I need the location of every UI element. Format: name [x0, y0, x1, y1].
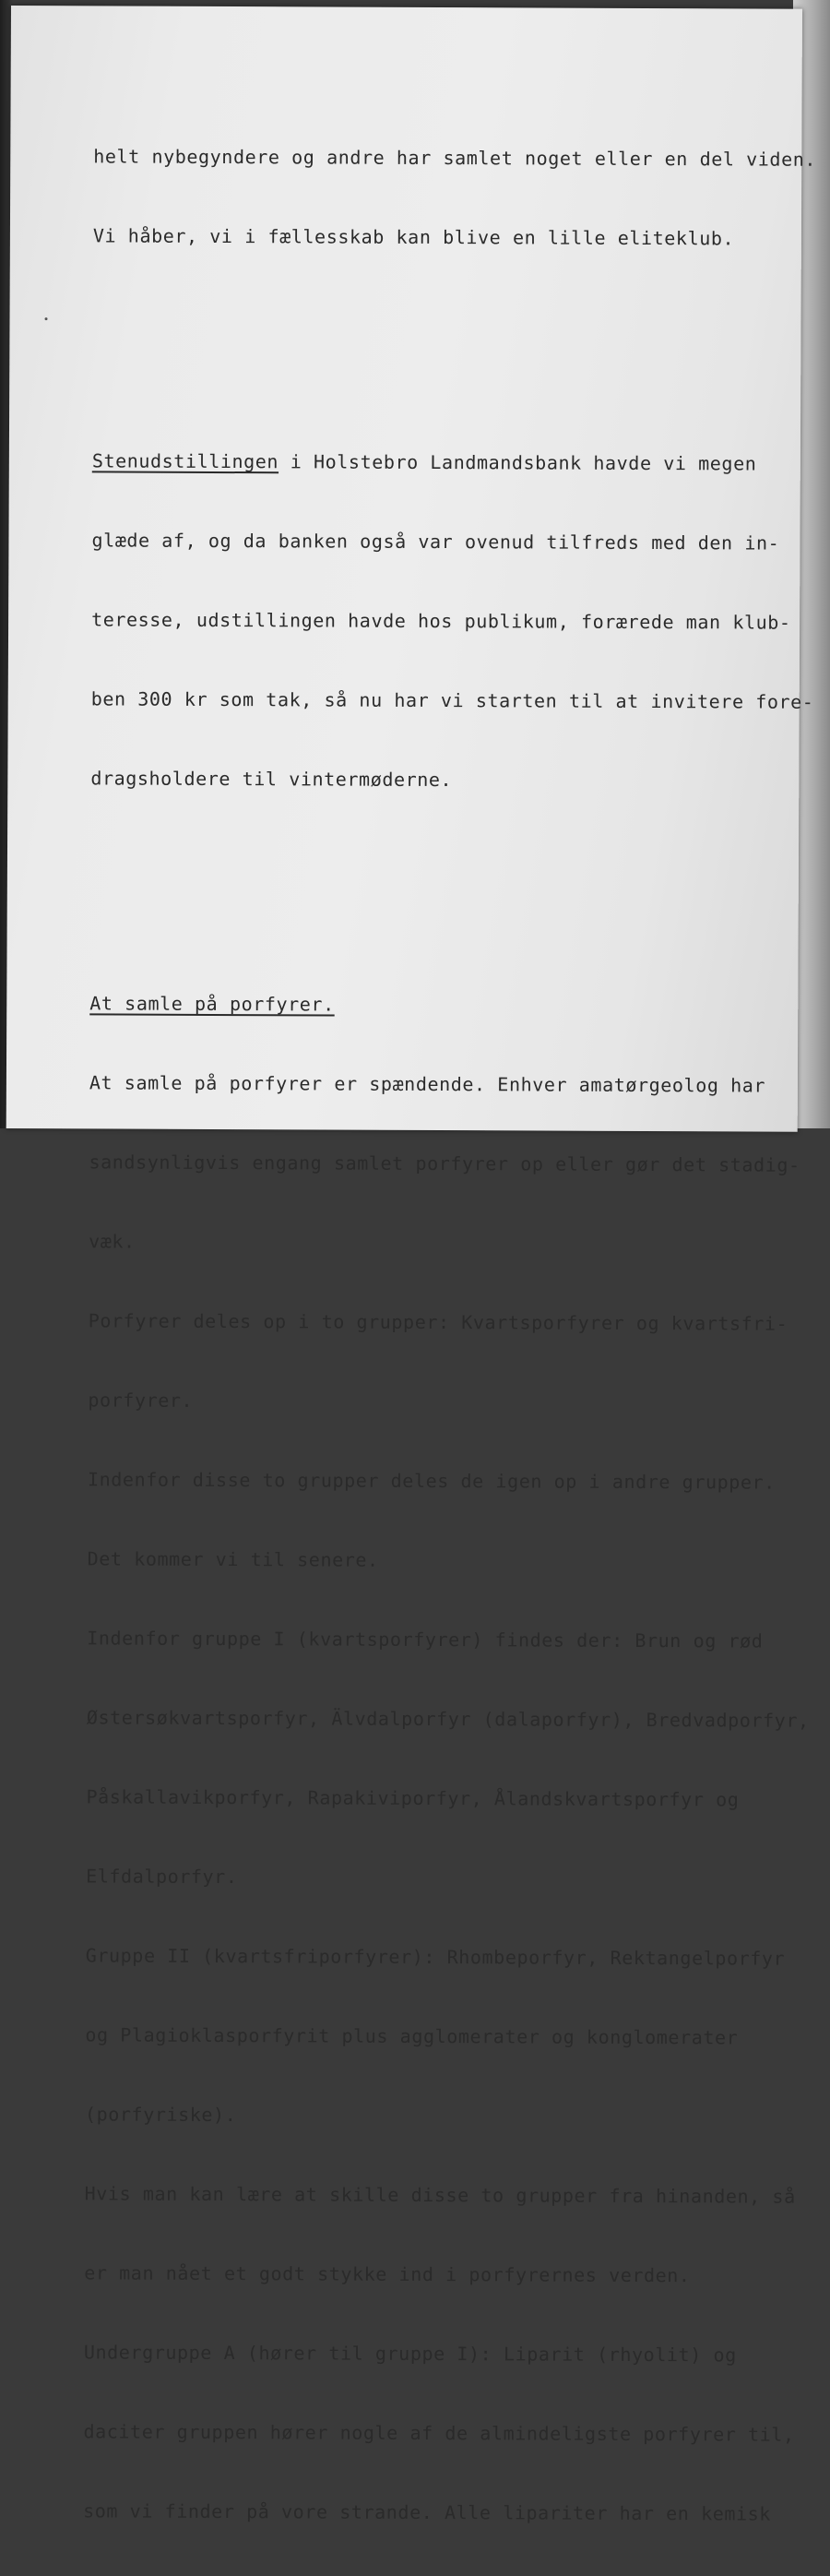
text-line: er man nået et godt stykke ind i porfyrernes verden. — [84, 2261, 691, 2287]
text-line: teresse, udstillingen havde hos publikum, forærede man klub- — [91, 608, 791, 634]
text-line: som vi finder på vore strande. Alle lipariter har en kemisk — [83, 2499, 772, 2525]
section-heading-stenudstillingen: Stenudstillingen — [91, 449, 279, 473]
blank-line — [90, 862, 810, 900]
text-line: væk. — [89, 1230, 136, 1253]
text-line: Hvis man kan lære at skille disse to grupper fra hinanden, så — [84, 2182, 796, 2208]
text-line: Gruppe II (kvartsfriporfyrer): Rhombeporfyr, Rektangelporfyr — [85, 1944, 786, 1970]
text-line: Det kommer vi til senere. — [87, 1547, 379, 1571]
text-line: Indenfor disse to grupper deles de igen op i andre grupper. — [87, 1468, 776, 1494]
typewritten-page — [6, 6, 817, 2525]
text-line-rest: i Holstebro Landmandsbank havde vi megen — [279, 450, 757, 475]
text-line: sandsynligvis engang samlet porfyrer op eller gør det stadig- — [89, 1151, 800, 1176]
text-line — [89, 985, 809, 1023]
text-line: daciter gruppen hører nogle af de almindeligste porfyrer til, — [83, 2420, 795, 2446]
text-line: Påskallavikporfyr, Rapakiviporfyr, Ålandskvartsporfyr og — [86, 1785, 740, 1811]
paper-speck — [45, 317, 48, 320]
text-line: dragsholdere til vintermøderne. — [90, 767, 453, 792]
text-line — [92, 443, 812, 481]
text-line: porfyrer. — [88, 1389, 194, 1412]
text-line: Østersøkvartsporfyr, Älvdalporfyr (dalaporfyr), Bredvadporfyr, — [86, 1706, 810, 1732]
text-line: Porfyrer deles op i to grupper: Kvartsporfyrer og kvartsfri- — [88, 1309, 788, 1335]
text-line: glæde af, og da banken også var ovenud tilfreds med den in- — [91, 529, 780, 555]
text-line: helt nybegyndere og andre har samlet noget eller en del viden. — [93, 145, 817, 171]
section-heading-porfyrer: At samle på porfyrer. — [89, 992, 335, 1016]
text-line: At samle på porfyrer er spændende. Enhver amatørgeolog har — [89, 1071, 766, 1097]
text-line: Undergruppe A (hører til gruppe I): Liparit (rhyolit) og — [83, 2341, 737, 2367]
text-line: ben 300 kr som tak, så nu har vi starten til at invitere fore- — [90, 687, 814, 713]
text-line: og Plagioklasporfyrit plus agglomerater og konglomerater — [85, 2023, 739, 2049]
blank-line — [92, 319, 812, 357]
text-line: Indenfor gruppe I (kvartsporfyrer) findes der: Brun og rød — [87, 1627, 764, 1652]
text-line: Vi håber, vi i fællesskab kan blive en lille eliteklub. — [92, 224, 735, 250]
page-text — [83, 72, 817, 2575]
text-line: Elfdalporfyr. — [86, 1865, 238, 1889]
text-line: (porfyriske). — [84, 2103, 237, 2127]
